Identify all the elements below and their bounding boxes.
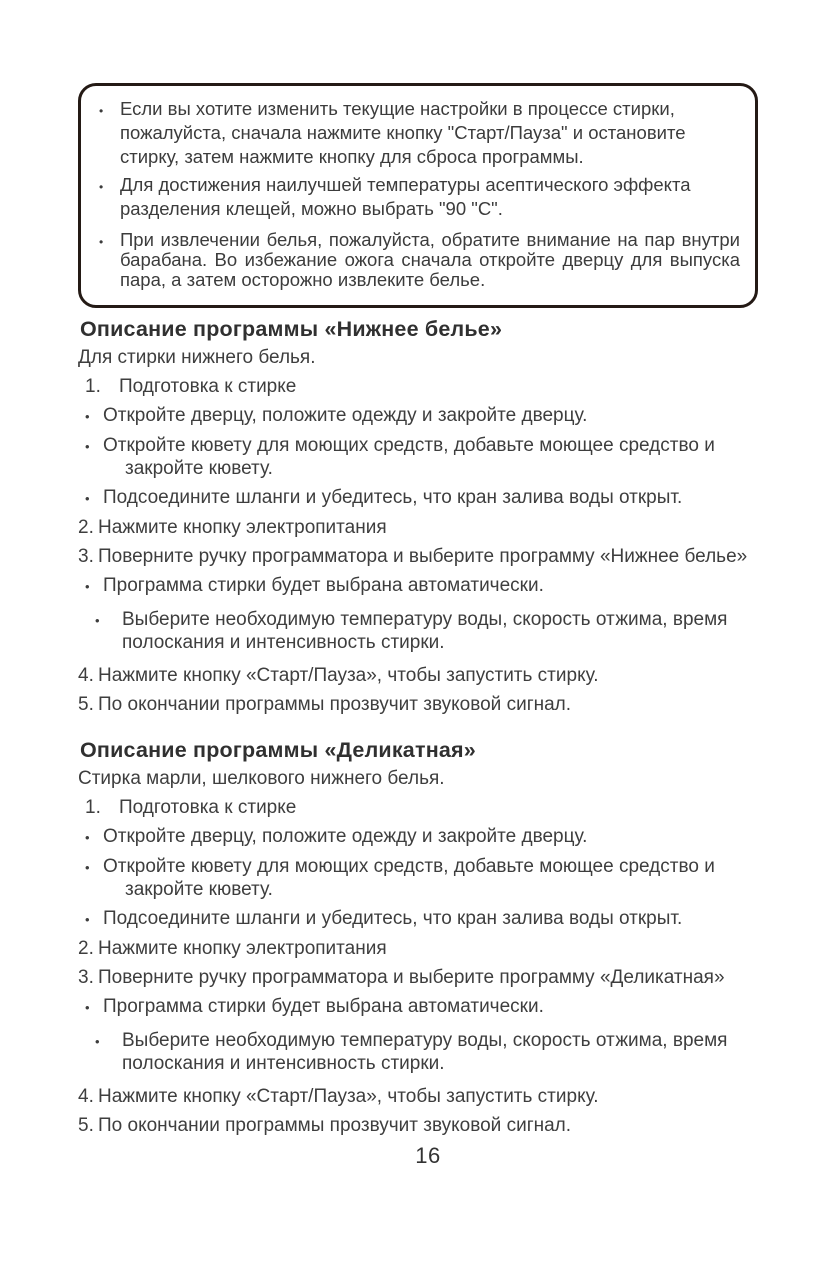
- list-item-text: Подготовка к стирке: [119, 797, 297, 818]
- notice-item: [99, 173, 740, 221]
- list-item-text: Подготовка к стирке: [119, 376, 297, 397]
- list-item: [85, 907, 778, 931]
- list-item: [78, 966, 778, 989]
- list-item-text: Нажмите кнопку электропитания: [98, 517, 387, 538]
- list-item: [78, 545, 778, 568]
- list-item-marker: 4.: [78, 1086, 94, 1107]
- list-item-text: Выберите необходимую температуру воды, скорость отжима, время полоскания и интенсивность стирки.: [122, 1030, 728, 1074]
- list-item: [85, 796, 778, 819]
- list-item-text: По окончании программы прозвучит звуковой сигнал.: [98, 694, 572, 715]
- list-item-marker: •: [85, 830, 90, 845]
- section-list: [78, 375, 778, 716]
- list-item-marker: 5.: [78, 694, 94, 715]
- list-item-text: Откройте кювету для моющих средств, добавьте моющее средство и закройте кювету.: [103, 856, 715, 900]
- notice-item-text: Если вы хотите изменить текущие настройки в процессе стирки, пожалуйста, сначала нажмите кнопку "Старт/Пауза" и остановите стирку, затем нажмите кнопку для сброса программы.: [120, 98, 686, 167]
- list-item-text: Программа стирки будет выбрана автоматически.: [103, 575, 544, 596]
- list-item-text: Нажмите кнопку «Старт/Пауза», чтобы запустить стирку.: [98, 1086, 599, 1107]
- section-intro: Стирка марли, шелкового нижнего белья.: [78, 768, 445, 789]
- list-item-marker: •: [95, 613, 100, 628]
- list-item: [78, 664, 778, 687]
- list-item: [78, 1085, 778, 1108]
- list-item-text: Откройте дверцу, положите одежду и закройте дверцу.: [103, 405, 588, 426]
- list-item-marker: •: [85, 1000, 90, 1015]
- list-item: [85, 825, 778, 849]
- program-section-delicate: [78, 737, 778, 1137]
- list-item: [95, 1029, 778, 1075]
- list-item: [78, 516, 778, 539]
- list-item-marker: •: [85, 579, 90, 594]
- list-item-text: Подсоедините шланги и убедитесь, что кран залива воды открыт.: [103, 487, 683, 508]
- list-item-marker: 1.: [85, 797, 101, 818]
- notice-item-text: При извлечении белья, пожалуйста, обратите внимание на пар внутри барабана. Во избежание ожога сначала откройте дверцу для выпуска пара, а затем осторожно извлеките белье.: [120, 229, 740, 290]
- list-item: [85, 486, 778, 510]
- list-item-text: По окончании программы прозвучит звуковой сигнал.: [98, 1115, 572, 1136]
- list-item-marker: 4.: [78, 665, 94, 686]
- list-item-marker: •: [85, 439, 90, 454]
- list-item-marker: 5.: [78, 1115, 94, 1136]
- bullet-icon: •: [99, 104, 104, 118]
- list-item-text: Поверните ручку программатора и выберите программу «Нижнее белье»: [98, 546, 748, 567]
- section-list: [78, 796, 778, 1137]
- list-item-marker: 2.: [78, 517, 94, 538]
- list-item-text: Поверните ручку программатора и выберите программу «Деликатная»: [98, 967, 725, 988]
- list-item-marker: •: [85, 491, 90, 506]
- list-item-marker: •: [85, 409, 90, 424]
- list-item-text: Откройте кювету для моющих средств, добавьте моющее средство и закройте кювету.: [103, 435, 715, 479]
- list-item: [78, 1114, 778, 1137]
- manual-page: [0, 83, 838, 1273]
- list-item-text: Подсоедините шланги и убедитесь, что кран залива воды открыт.: [103, 908, 683, 929]
- list-item-text: Программа стирки будет выбрана автоматически.: [103, 996, 544, 1017]
- list-item: [95, 608, 778, 654]
- notice-box: [78, 83, 758, 308]
- section-title: Описание программы «Деликатная»: [80, 738, 476, 762]
- notice-item: [99, 97, 740, 169]
- list-item-marker: 3.: [78, 967, 94, 988]
- list-item: [85, 574, 778, 598]
- bullet-icon: •: [99, 180, 104, 194]
- list-item-marker: •: [95, 1034, 100, 1049]
- list-item-text: Нажмите кнопку «Старт/Пауза», чтобы запустить стирку.: [98, 665, 599, 686]
- program-section-underwear: [78, 316, 778, 716]
- list-item-marker: •: [85, 912, 90, 927]
- list-item: [78, 937, 778, 960]
- list-item: [78, 693, 778, 716]
- list-item-text: Выберите необходимую температуру воды, скорость отжима, время полоскания и интенсивность стирки.: [122, 609, 728, 653]
- section-title: Описание программы «Нижнее белье»: [80, 317, 503, 341]
- list-item: [85, 995, 778, 1019]
- notice-item: [99, 230, 740, 290]
- list-item: [85, 375, 778, 398]
- list-item-text: Откройте дверцу, положите одежду и закройте дверцу.: [103, 826, 588, 847]
- list-item-marker: 3.: [78, 546, 94, 567]
- page-number: 16: [415, 1143, 441, 1168]
- list-item-marker: 2.: [78, 938, 94, 959]
- list-item-marker: •: [85, 860, 90, 875]
- list-item-text: Нажмите кнопку электропитания: [98, 938, 387, 959]
- list-item-marker: 1.: [85, 376, 101, 397]
- bullet-icon: •: [99, 235, 104, 249]
- notice-item-text: Для достижения наилучшей температуры асептического эффекта разделения клещей, можно выбрать "90 "С".: [120, 174, 691, 219]
- section-intro: Для стирки нижнего белья.: [78, 347, 316, 368]
- page-content: [78, 316, 778, 1137]
- list-item: [85, 434, 778, 480]
- list-item: [85, 404, 778, 428]
- list-item: [85, 855, 778, 901]
